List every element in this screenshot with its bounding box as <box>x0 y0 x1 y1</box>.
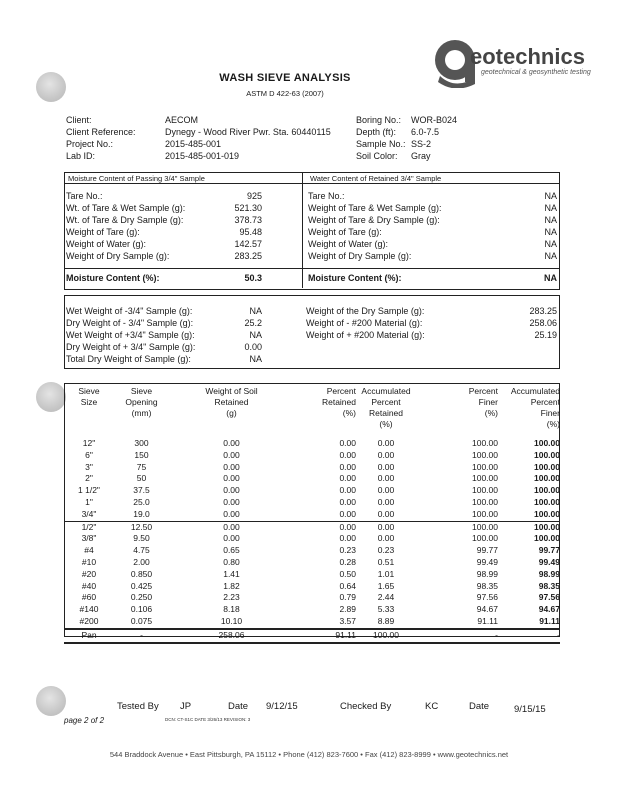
moisture-retained-value: NA <box>544 191 557 201</box>
sieve-cell: 3/8" <box>81 533 97 544</box>
sieve-cell: 99.49 <box>476 556 498 567</box>
sieve-cell: 0.50 <box>339 568 356 579</box>
sieve-cell: #10 <box>81 556 97 567</box>
moisture-retained-value: NA <box>544 215 557 225</box>
sieve-table-row <box>64 592 560 604</box>
sieve-cell: 0.00 <box>377 508 395 519</box>
moisture-retained-value: NA <box>544 251 557 261</box>
sieve-header-cell <box>114 385 169 438</box>
sieve-cell: 0.00 <box>339 533 356 544</box>
sieve-cell: 0.250 <box>130 592 153 603</box>
color-label: Soil Color: <box>356 151 398 161</box>
sieve-cell: #20 <box>81 568 97 579</box>
sieve-cell: 100.00 <box>534 449 560 460</box>
sieve-cell: 100.00 <box>356 629 416 643</box>
sieve-cell: 0.00 <box>169 521 294 533</box>
sieve-cell: 0.00 <box>377 438 395 448</box>
date2-value: 9/15/15 <box>514 704 546 715</box>
sieve-cell: 75 <box>136 461 147 472</box>
date1-label: Date <box>228 701 249 712</box>
sieve-cell: 37.5 <box>133 485 150 496</box>
sieve-header-cell <box>416 385 498 438</box>
depth-value: 6.0-7.5 <box>411 127 440 137</box>
moisture-passing-value: 521.30 <box>234 203 262 213</box>
sieve-cell: 0.65 <box>223 545 240 556</box>
mc-passing-value: 50.3 <box>244 273 262 283</box>
sieve-cell: 100.00 <box>472 508 498 519</box>
astm-standard: ASTM D 422-63 (2007) <box>246 89 324 98</box>
sieve-cell: 2.00 <box>133 556 150 567</box>
sieve-cell: 99.77 <box>538 545 560 556</box>
sieve-header-line: (%) <box>484 408 498 418</box>
page-title: WASH SIEVE ANALYSIS <box>219 72 351 84</box>
sieve-cell: 0.00 <box>377 449 395 460</box>
sieve-cell: 4.75 <box>133 545 150 556</box>
sieve-cell: 0.00 <box>223 438 240 448</box>
moisture-heading-divider <box>64 183 560 184</box>
sieve-header-line: (%) <box>342 408 356 418</box>
color-value: Gray <box>411 151 431 161</box>
sieve-cell: 0.00 <box>294 521 356 533</box>
sieve-cell: 0.00 <box>377 533 395 544</box>
sieve-cell: 0.00 <box>377 485 395 496</box>
sieve-cell: 100.00 <box>534 496 560 507</box>
boring-label: Boring No.: <box>356 115 402 125</box>
sieve-cell: 100.00 <box>534 438 560 448</box>
sieve-cell: 2.23 <box>223 592 240 603</box>
weight-right-value: 25.19 <box>534 330 557 340</box>
sieve-cell: 12" <box>82 438 96 448</box>
sieve-cell: 0.075 <box>130 615 153 626</box>
sieve-cell: 91.11 <box>294 629 356 643</box>
sieve-table-row <box>64 557 560 569</box>
sieve-cell: 0.00 <box>339 496 356 507</box>
sieve-cell: 0.00 <box>339 508 356 519</box>
sieve-cell: 100.00 <box>472 473 498 484</box>
sieve-table-row <box>64 485 560 497</box>
sieve-header-line: Finer <box>540 408 560 418</box>
project-value: 2015-485-001 <box>165 139 222 149</box>
client-ref-value: Dynegy - Wood River Pwr. Sta. 60440115 <box>165 127 331 137</box>
depth-label: Depth (ft): <box>356 127 397 137</box>
sieve-table-row <box>64 616 560 629</box>
sieve-cell: 0.23 <box>377 545 395 556</box>
moisture-passing-label: Weight of Dry Sample (g): <box>66 251 170 261</box>
sieve-table-row <box>64 438 560 450</box>
date1-value: 9/12/15 <box>266 701 298 712</box>
sieve-cell: 100.00 <box>534 533 560 544</box>
weight-left-label: Dry Weight of - 3/4" Sample (g): <box>66 318 194 328</box>
client-value: AECOM <box>165 115 199 125</box>
sieve-cell: 94.67 <box>476 604 498 615</box>
sieve-cell: - <box>498 629 560 643</box>
sieve-cell: 94.67 <box>538 604 560 615</box>
tested-by-label: Tested By <box>117 701 159 712</box>
weight-left-label: Total Dry Weight of Sample (g): <box>66 354 191 364</box>
sieve-table-row <box>64 581 560 593</box>
sieve-cell: 0.64 <box>339 580 356 591</box>
weight-right-label: Weight of + #200 Material (g): <box>306 330 425 340</box>
sample-label: Sample No.: <box>356 139 406 149</box>
sieve-cell: 0.00 <box>223 473 240 484</box>
sieve-cell: 100.00 <box>534 485 560 496</box>
sieve-cell: - <box>114 629 169 643</box>
sieve-header-line: (%) <box>379 419 393 429</box>
sample-value: SS-2 <box>411 139 432 149</box>
sieve-cell: 10.10 <box>220 615 243 626</box>
sieve-table-row <box>64 629 560 643</box>
sieve-cell: 0.106 <box>130 604 153 615</box>
sieve-cell: 100.00 <box>534 461 560 472</box>
sieve-header-line: Retained <box>321 397 356 407</box>
sieve-cell: 100.00 <box>534 508 560 519</box>
moisture-passing-label: Wt. of Tare & Wet Sample (g): <box>66 203 186 213</box>
sieve-header-line: Percent <box>530 397 560 407</box>
moisture-retained-label: Tare No.: <box>308 191 345 201</box>
weight-left-label: Dry Weight of + 3/4" Sample (g): <box>66 342 196 352</box>
lab-label: Lab ID: <box>66 151 96 161</box>
sieve-cell: 97.56 <box>538 592 560 603</box>
tested-by-value: JP <box>180 701 192 712</box>
sieve-cell: 98.35 <box>538 580 560 591</box>
sieve-cell: 98.99 <box>538 568 560 579</box>
sieve-cell: 0.00 <box>223 485 240 496</box>
moisture-passing-value: 925 <box>246 191 262 201</box>
document-id: DCN: CT-S1C DATE 3/26/13 REVISION: 3 <box>165 717 251 722</box>
sieve-cell: 100.00 <box>416 521 498 533</box>
sieve-cell: 98.35 <box>476 580 498 591</box>
sieve-cell: 50 <box>136 473 147 484</box>
sieve-cell: 0.00 <box>223 461 240 472</box>
sieve-table-row <box>64 545 560 557</box>
sieve-cell: 100.00 <box>472 449 498 460</box>
sieve-table-row <box>64 533 560 545</box>
sieve-cell: 0.00 <box>339 485 356 496</box>
sieve-cell: 0.00 <box>356 521 416 533</box>
binder-hole-bottom <box>36 686 66 716</box>
lab-value: 2015-485-001-019 <box>165 151 240 161</box>
client-label: Client: <box>66 115 92 125</box>
moisture-retained-label: Weight of Tare & Wet Sample (g): <box>308 203 442 213</box>
sieve-cell: 300 <box>134 438 149 448</box>
sieve-cell: 1 1/2" <box>78 485 100 496</box>
mc-retained-value: NA <box>544 273 557 283</box>
sieve-header-cell <box>64 385 114 438</box>
sieve-cell: 91.11 <box>477 615 498 626</box>
weight-right-label: Weight of the Dry Sample (g): <box>306 306 425 316</box>
sieve-cell: 1/2" <box>64 521 114 533</box>
sieve-table-row <box>64 462 560 474</box>
moisture-passing-value: 283.25 <box>234 251 262 261</box>
sieve-cell: 0.79 <box>339 592 356 603</box>
sieve-header-line <box>64 408 114 419</box>
sieve-cell: 150 <box>134 449 149 460</box>
sieve-header-line: Sieve <box>78 386 100 396</box>
sieve-table-row <box>64 604 560 616</box>
moisture-passing-value: 142.57 <box>234 239 262 249</box>
sieve-header-cell <box>498 385 560 438</box>
sieve-header-line: Sieve <box>130 386 153 396</box>
sieve-cell: 0.00 <box>223 533 240 544</box>
sieve-cell: 0.00 <box>339 473 356 484</box>
sieve-header-line: Retained <box>368 408 404 418</box>
sieve-header-line: Percent <box>326 386 356 396</box>
sieve-cell: 19.0 <box>133 508 150 519</box>
sieve-table <box>64 385 560 644</box>
mc-retained-label: Moisture Content (%): <box>308 273 402 283</box>
moisture-retained-value: NA <box>544 203 557 213</box>
sieve-cell: 0.00 <box>339 449 356 460</box>
sieve-table-row <box>64 569 560 581</box>
sieve-cell: 100.00 <box>472 496 498 507</box>
sieve-cell: #40 <box>81 580 97 591</box>
weight-right-value: 258.06 <box>529 318 557 328</box>
sieve-cell: - <box>416 629 498 643</box>
sieve-cell: 9.50 <box>133 533 150 544</box>
moisture-retained-label: Weight of Water (g): <box>308 239 389 249</box>
sieve-cell: 2.44 <box>377 592 395 603</box>
logo-tagline: geotechnical & geosynthetic testing <box>481 69 591 76</box>
sieve-header-line: Opening <box>125 397 158 407</box>
sieve-table-row <box>64 521 560 533</box>
moisture-passing-value: 378.73 <box>234 215 262 225</box>
moisture-retained-heading: Water Content of Retained 3/4" Sample <box>310 174 442 183</box>
project-label: Project No.: <box>66 139 114 149</box>
moisture-passing-label: Tare No.: <box>66 191 103 201</box>
sieve-header-line: (mm) <box>131 408 152 418</box>
sieve-cell: 91.11 <box>539 615 560 626</box>
weight-left-label: Wet Weight of +3/4" Sample (g): <box>66 330 195 340</box>
date2-label: Date <box>469 701 490 712</box>
sieve-cell: 0.80 <box>223 556 240 567</box>
moisture-passing-label: Wt. of Tare & Dry Sample (g): <box>66 215 184 225</box>
moisture-result-divider <box>64 268 560 269</box>
sieve-cell: 3/4" <box>81 508 97 519</box>
company-address: 544 Braddock Avenue • East Pittsburgh, PA 15112 • Phone (412) 823-7600 • Fax (412) 823-8999 • www.geotechnics.net <box>109 750 509 759</box>
checked-by-value: KC <box>425 701 439 712</box>
boring-value: WOR-B024 <box>411 115 458 125</box>
mc-passing-label: Moisture Content (%): <box>66 273 160 283</box>
sieve-cell: Pan <box>64 629 114 643</box>
moisture-retained-label: Weight of Dry Sample (g): <box>308 251 412 261</box>
sieve-cell: 1.41 <box>223 568 240 579</box>
sieve-cell: 3" <box>85 461 93 472</box>
sieve-cell: #60 <box>81 592 97 603</box>
moisture-passing-heading: Moisture Content of Passing 3/4" Sample <box>68 174 205 183</box>
sieve-cell: 0.425 <box>130 580 153 591</box>
sieve-cell: 2" <box>85 473 93 484</box>
sieve-cell: 0.00 <box>377 496 395 507</box>
sieve-cell: 1.01 <box>377 568 395 579</box>
sieve-cell: 25.0 <box>133 496 150 507</box>
sieve-cell: 100.00 <box>472 533 498 544</box>
sieve-cell: 0.00 <box>223 508 240 519</box>
sieve-header-line: (g) <box>226 408 237 418</box>
sieve-cell: 12.50 <box>114 521 169 533</box>
weight-right-value: 283.25 <box>529 306 557 316</box>
sieve-cell: 0.23 <box>339 545 356 556</box>
sieve-cell: #200 <box>79 615 99 626</box>
moisture-retained-label: Weight of Tare (g): <box>308 227 382 237</box>
sieve-table-row <box>64 509 560 521</box>
page-number: page 2 of 2 <box>64 716 105 725</box>
sieve-header-cell <box>294 385 356 438</box>
sieve-header-line: Size <box>80 397 98 407</box>
checked-by-label: Checked By <box>340 701 392 712</box>
sieve-table-row <box>64 473 560 485</box>
sieve-cell: 0.00 <box>377 473 395 484</box>
client-ref-label: Client Reference: <box>66 127 136 137</box>
weight-left-value: NA <box>249 330 262 340</box>
sieve-cell: 3.57 <box>339 615 356 626</box>
sieve-cell: 100.00 <box>472 461 498 472</box>
sieve-header-line: Weight of Soil <box>205 386 258 396</box>
sieve-table-row <box>64 450 560 462</box>
weight-left-value: 0.00 <box>244 342 262 352</box>
sieve-header-line: Accumulated <box>510 386 560 396</box>
sieve-cell: 0.00 <box>339 438 356 448</box>
sieve-cell: 6" <box>85 449 93 460</box>
sieve-cell: 1.65 <box>377 580 395 591</box>
sieve-cell: 0.51 <box>377 556 395 567</box>
sieve-cell: #4 <box>84 545 94 556</box>
sieve-header-line: Accumulated <box>361 386 411 396</box>
weight-right-label: Weight of - #200 Material (g): <box>306 318 423 328</box>
sieve-cell: 0.00 <box>223 496 240 507</box>
weight-left-value: NA <box>249 306 262 316</box>
sieve-cell: 2.89 <box>339 604 356 615</box>
sieve-cell: 8.89 <box>377 615 395 626</box>
sieve-header-line: (%) <box>546 419 560 429</box>
moisture-passing-label: Weight of Water (g): <box>66 239 147 249</box>
sieve-cell: 5.33 <box>377 604 395 615</box>
sieve-cell: 100.00 <box>472 438 498 448</box>
weight-left-label: Wet Weight of -3/4" Sample (g): <box>66 306 193 316</box>
sieve-cell: 100.00 <box>534 473 560 484</box>
weight-left-value: NA <box>249 354 262 364</box>
sieve-header-line: Percent <box>371 397 401 407</box>
weight-left-value: 25.2 <box>244 318 262 328</box>
sieve-cell: 8.18 <box>223 604 240 615</box>
sieve-cell: 1.82 <box>223 580 240 591</box>
sieve-header-line: Percent <box>468 386 498 396</box>
sieve-header-line: Retained <box>214 397 249 407</box>
sieve-cell: 0.00 <box>223 449 240 460</box>
sieve-cell: #140 <box>79 604 99 615</box>
sieve-cell: 0.00 <box>377 461 395 472</box>
sieve-cell: 100.00 <box>472 485 498 496</box>
sieve-header-line: Finer <box>478 397 498 407</box>
moisture-retained-label: Weight of Tare & Dry Sample (g): <box>308 215 440 225</box>
sieve-cell: 0.28 <box>339 556 356 567</box>
sieve-cell: 0.00 <box>339 461 356 472</box>
logo-text: eotechnics <box>470 44 585 69</box>
sieve-cell: 99.77 <box>476 545 498 556</box>
moisture-passing-label: Weight of Tare (g): <box>66 227 140 237</box>
moisture-passing-value: 95.48 <box>239 227 262 237</box>
sieve-header-cell <box>169 385 294 438</box>
binder-hole-middle <box>36 382 66 412</box>
sieve-cell: 97.56 <box>476 592 498 603</box>
sieve-header-row <box>64 385 560 438</box>
sieve-cell: 98.99 <box>476 568 498 579</box>
sieve-cell: 1" <box>85 496 93 507</box>
sieve-cell: 100.00 <box>498 521 560 533</box>
sieve-cell: 0.850 <box>130 568 153 579</box>
sieve-cell: 99.49 <box>538 556 560 567</box>
sieve-cell: 258.06 <box>169 629 294 643</box>
moisture-retained-value: NA <box>544 227 557 237</box>
sieve-table-row <box>64 497 560 509</box>
moisture-retained-value: NA <box>544 239 557 249</box>
moisture-column-divider <box>302 172 303 288</box>
sieve-header-cell <box>356 385 416 438</box>
